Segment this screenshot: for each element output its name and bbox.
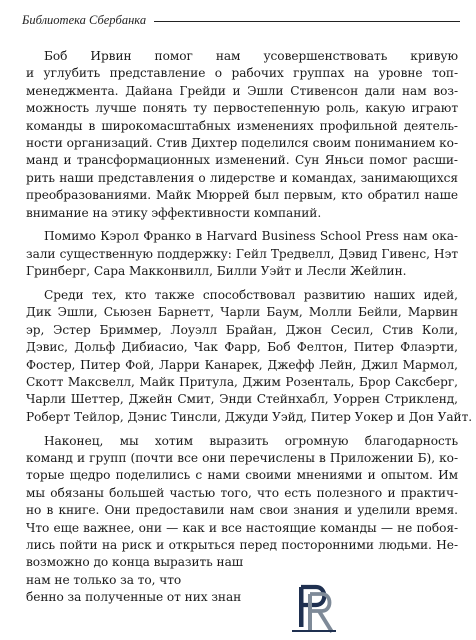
text-line: Дэвис, Дольф Дибиасио, Чак Фарр, Боб Фелтон, Питер Флаэрти,	[26, 340, 458, 355]
publisher-logo-icon	[286, 578, 342, 634]
text-line: ности организаций. Стив Дихтер поделился своим пониманием ко-	[26, 135, 458, 150]
text-line: Чарли Шеттер, Джейн Смит, Энди Стейнхабл, Уоррен Стрикленд,	[26, 392, 458, 407]
running-header-title: Библиотека Сбербанка	[22, 12, 147, 27]
paragraph	[26, 228, 458, 280]
text-line: команд и групп (почти все они перечислены в Приложении Б), ко-	[26, 451, 458, 466]
text-line: преобразованиями. Майк Мюррей был первым, кто обратил наше	[26, 188, 458, 203]
text-line: Среди тех, кто также способствовал развитию наших идей,	[44, 288, 458, 303]
text-line: но в книге. Они предоставили нам свои знания и уделили время.	[26, 503, 458, 518]
text-line: торые щедро поделились с нами своими мнениями и опытом. Им	[26, 468, 458, 483]
corner-watermark-fade	[246, 566, 476, 640]
text-line: Что еще важнее, они — как и все настоящие команды — не побоя-	[26, 520, 458, 535]
text-line: рить наши представления о лидерстве и командах, занимающихся	[26, 170, 458, 185]
text-line: мы обязаны большей частью того, что есть полезного и практич-	[26, 485, 458, 500]
text-line: лись пойти на риск и открыться перед посторонними людьми. Не-	[26, 538, 458, 553]
text-line: зали существенную поддержку: Гейл Тредвелл, Дэвид Гивенс, Нэт	[26, 246, 458, 261]
text-line: Фостер, Питер Фой, Ларри Канарек, Джефф Лейн, Джил Мармол,	[26, 357, 458, 372]
text-line: можность лучше понять ту первостепенную роль, какую играют	[26, 101, 458, 116]
text-line: внимание на этику эффективности компаний.	[26, 205, 322, 220]
text-line: Наконец, мы хотим выразить огромную благодарность	[44, 433, 458, 448]
text-line: Боб Ирвин помог нам усовершенствовать кривую	[44, 49, 458, 63]
text-line: и углубить представление о рабочих группах на уровне топ-	[26, 66, 458, 81]
header-rule	[154, 21, 460, 22]
text-line: манд и трансформационных изменений. Сун Яньси помог расши-	[26, 153, 458, 168]
text-line: Помимо Кэрол Франко в Harvard Business School Press нам ока-	[44, 229, 458, 244]
page-header	[22, 10, 460, 30]
main-text	[26, 48, 473, 607]
text-line: бенно за полученные от них знан	[26, 590, 242, 605]
text-line: нам не только за то, что	[26, 572, 182, 587]
text-line: Дик Эшли, Сьюзен Барнетт, Чарли Баум, Молли Бейли, Марвин	[26, 305, 458, 320]
text-line: Роберт Тейлор, Дэнис Тинсли, Джуди Уэйд, Питер Уокер и Дон Уайт.	[26, 409, 473, 424]
text-line: Гринберг, Сара Макконвилл, Билли Уэйт и Лесли Жейлин.	[26, 264, 407, 279]
text-line: команды в широкомасштабных изменениях профильной деятель-	[26, 118, 458, 133]
text-line: эр, Эстер Бриммер, Лоуэлл Брайан, Джон Сесил, Стив Коли,	[26, 322, 458, 337]
text-line: Скотт Максвелл, Майк Притула, Джим Розенталь, Брор Саксберг,	[26, 375, 458, 390]
paragraph	[26, 287, 473, 426]
text-line: менеджмента. Дайана Грейди и Эшли Стивенсон дали нам воз-	[26, 83, 458, 98]
text-line: возможно до конца выразить наш	[26, 555, 244, 570]
paragraph	[26, 48, 458, 222]
